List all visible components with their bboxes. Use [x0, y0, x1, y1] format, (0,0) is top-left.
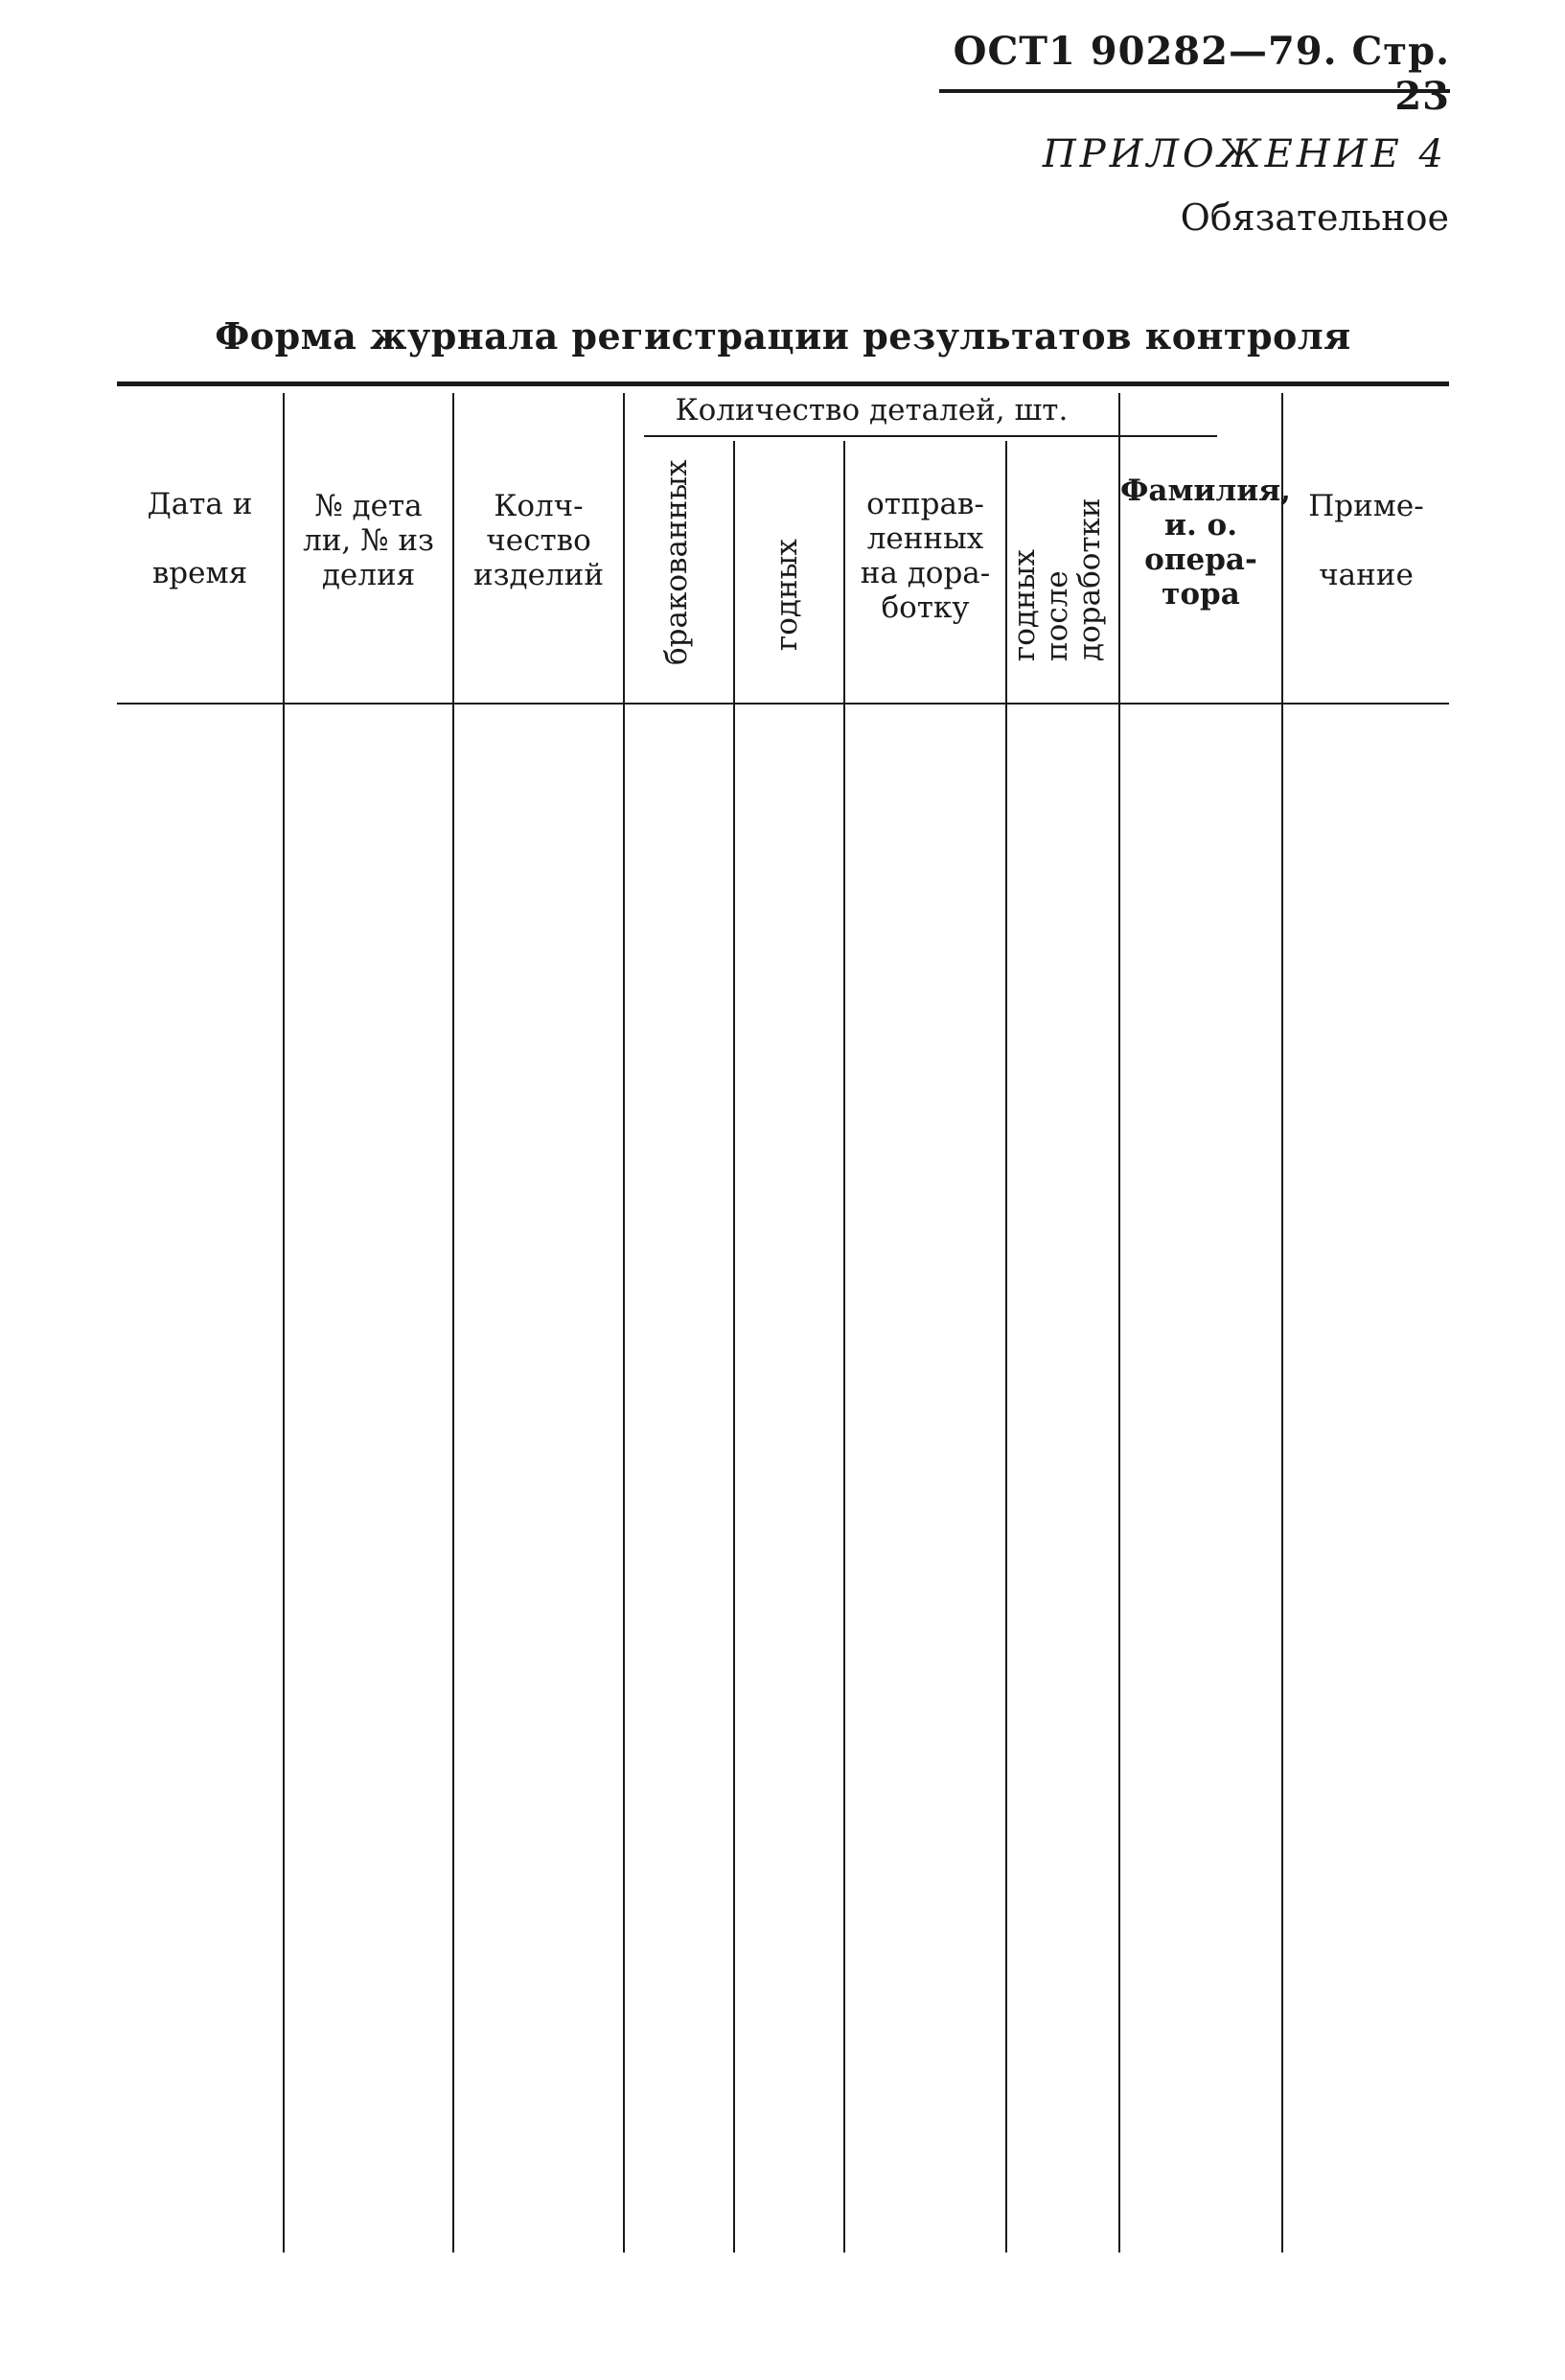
column-divider: [733, 441, 735, 2253]
column-divider: [1118, 393, 1120, 2253]
column-divider: [1005, 441, 1007, 2253]
column-header-part-number: № дета ли, № из делия: [303, 489, 434, 592]
column-header-sent-rework: отправ- ленных на дора- ботку: [860, 487, 991, 625]
page-header-standard-ref: ОСТ1 90282—79. Стр. 23: [953, 29, 1450, 119]
appendix-status: Обязательное: [1180, 196, 1449, 239]
column-divider: [623, 393, 625, 2253]
column-header-operator: Фамилия, и. о. опера- тора: [1120, 474, 1291, 612]
column-header-note: Приме- чание: [1308, 489, 1424, 592]
column-header-good-after-rework: годных после доработки: [1007, 497, 1107, 661]
column-divider: [452, 393, 454, 2253]
column-header-item-count: Колч- чество изделий: [472, 489, 605, 592]
header-bottom-rule: [117, 703, 1449, 705]
column-header-rejected: бракованных: [659, 459, 694, 665]
column-header-good: годных: [770, 539, 804, 651]
column-divider: [283, 393, 285, 2253]
column-divider: [1281, 393, 1283, 2253]
header-rule: [939, 89, 1450, 93]
column-header-date-time: Дата и время: [147, 487, 253, 590]
parts-group-rule: [644, 435, 1217, 437]
table-top-rule: [117, 381, 1449, 386]
column-header-parts-group: Количество деталей, шт.: [675, 393, 1069, 427]
appendix-title: ПРИЛОЖЕНИЕ 4: [1042, 132, 1447, 176]
form-title: Форма журнала регистрации результатов контроля: [215, 314, 1351, 358]
column-divider: [843, 441, 845, 2253]
journal-table: [117, 381, 1449, 2253]
